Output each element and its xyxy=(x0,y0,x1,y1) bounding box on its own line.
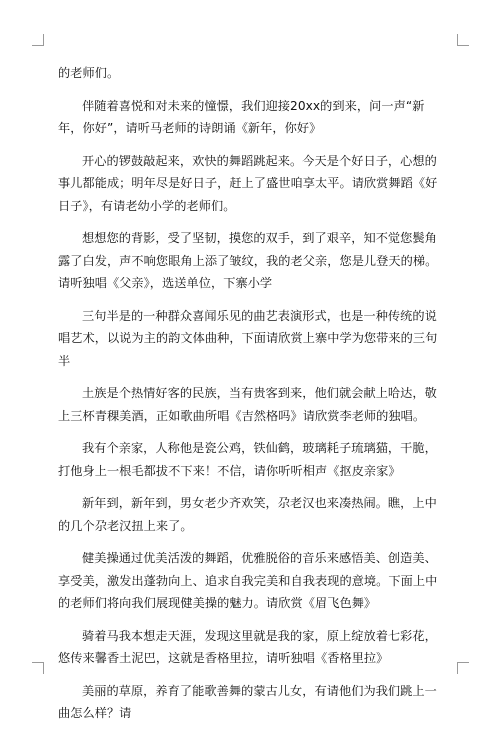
crop-mark-top-right xyxy=(457,34,469,46)
paragraph-11: 美丽的草原，养育了能歌善舞的蒙古儿女，有请他们为我们跳上一曲怎么样？请 xyxy=(58,683,437,720)
paragraph-4: 想想您的背影，受了坚韧，摸您的双手，到了艰辛，知不觉您鬓角露了白发，声不响您眼角上添了皱纹，我的老父亲，您是儿登天的梯。请听独唱《父亲》，选送单位，下寨小学 xyxy=(58,231,438,290)
crop-mark-bottom-right xyxy=(457,662,469,674)
paragraph-6: 土族是个热情好客的民族，当有贵客到来，他们就会献上哈达，敬上三杯青稞美酒，正如歌曲所唱《吉然格吗》请欣赏李老师的独唱。 xyxy=(58,386,437,423)
paragraph-2: 伴随着喜悦和对未来的憧憬，我们迎接20xx的到来，问一声“新年，你好”，请听马老师的诗朗诵《新年，你好》 xyxy=(58,98,425,135)
paragraph-3: 开心的锣鼓敲起来，欢快的舞蹈跳起来。今天是个好日子，心想的事儿都能成；明年尽是好日子，赶上了盛世咱享太平。请欣赏舞蹈《好日子》，有请老幼小学的老师们。 xyxy=(58,153,438,213)
document-body xyxy=(58,62,438,735)
paragraph-5: 三句半是的一种群众喜闻乐见的曲艺表演形式，也是一种传统的说唱艺术，以说为主的韵文体曲种，下面请欣赏上寨中学为您带来的三句半 xyxy=(58,308,438,368)
paragraph-1: 的老师们。 xyxy=(58,66,120,80)
paragraph-8: 新年到，新年到，男女老少齐欢笑，尕老汉也来凑热闹。瞧，上中的几个尕老汉扭上来了。 xyxy=(58,496,437,533)
crop-mark-top-left xyxy=(32,34,44,46)
crop-mark-bottom-left xyxy=(32,662,44,674)
paragraph-9: 健美操通过优美活泼的舞蹈，优雅脱俗的音乐来感悟美、创造美、享受美，激发出蓬勃向上、追求自我完美和自我表现的意境。下面上中的老师们将向我们展现健美操的魅力。请欣赏《眉飞色舞》 xyxy=(58,551,438,610)
paragraph-10: 骑着马我本想走天涯，发现这里就是我的家，原上绽放着七彩花，悠传来馨香土泥巴，这就是香格里拉，请听独唱《香格里拉》 xyxy=(58,628,437,665)
paragraph-7: 我有个亲家，人称他是瓷公鸡，铁仙鹤，玻璃耗子琉璃猫，干脆，打他身上一根毛都拔不下来！不信，请你听听相声《抠皮亲家》 xyxy=(58,441,437,478)
